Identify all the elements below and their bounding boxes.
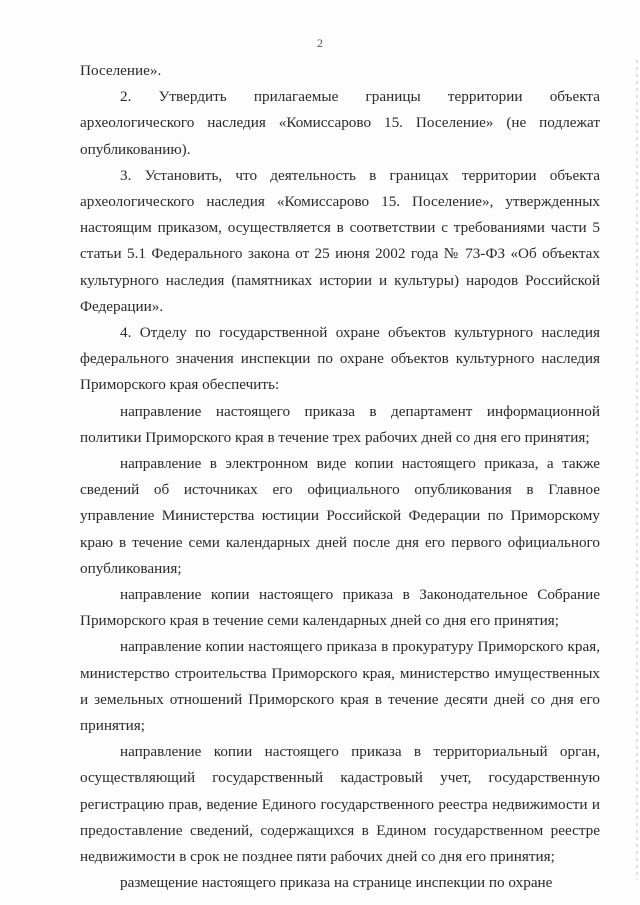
paragraph-subitem-justice-ministry: направление в электронном виде копии настоящего приказа, а также сведений об источниках его официального опубликования в Главное управление Министерства юстиции Российской Федерации по Приморскому краю в течение семи календарных дней после дня его первого официального опубликования; bbox=[80, 455, 600, 577]
document-body bbox=[80, 58, 600, 897]
paragraph-subitem-cadastral: направление копии настоящего приказа в территориальный орган, осуществляющий государственный кадастровый учет, государственную регистрацию прав, ведение Единого государственного реестра недвижимости и предоставление сведений, содержащихся в Едином государственном реестре недвижимости в срок не позднее пяти рабочих дней со дня его принятия; bbox=[80, 743, 600, 866]
paragraph-item-3: 3. Установить, что деятельность в границах территории объекта археологического наследия «Комиссарово 15. Поселение», утвержденных настоящим приказом, осуществляется в соответствии с требованиями части 5 статьи 5.1 Федерального закона от 25 июня 2002 года № 73-ФЗ «Об объектах культурного наследия (памятниках истории и культуры) народов Российской Федерации». bbox=[80, 166, 600, 315]
paragraph-subitem-legislative-assembly: направление копии настоящего приказа в Законодательное Собрание Приморского края в течение семи календарных дней со дня его принятия; bbox=[80, 586, 600, 630]
paragraph-subitem-info-policy: направление настоящего приказа в департамент информационной политики Приморского края в течение трех рабочих дней со дня его принятия; bbox=[80, 402, 600, 446]
paragraph-subitem-prosecutor: направление копии настоящего приказа в прокуратуру Приморского края, министерство строительства Приморского края, министерство имущественных и земельных отношений Приморского края в течение десяти дней со дня его принятия; bbox=[80, 638, 600, 735]
paragraph-item-2: 2. Утвердить прилагаемые границы территории объекта археологического наследия «Комиссарово 15. Поселение» (не подлежат опубликованию). bbox=[80, 88, 600, 158]
paragraph-subitem-web-posting: размещение настоящего приказа на странице инспекции по охране bbox=[120, 874, 553, 892]
paragraph-item-4: 4. Отделу по государственной охране объектов культурного наследия федерального значения инспекции по охране объектов культурного наследия Приморского края обеспечить: bbox=[80, 324, 600, 394]
scan-edge-artifact bbox=[636, 60, 638, 880]
paragraph-continuation: Поселение». bbox=[80, 62, 162, 79]
page-number: 2 bbox=[317, 36, 323, 50]
